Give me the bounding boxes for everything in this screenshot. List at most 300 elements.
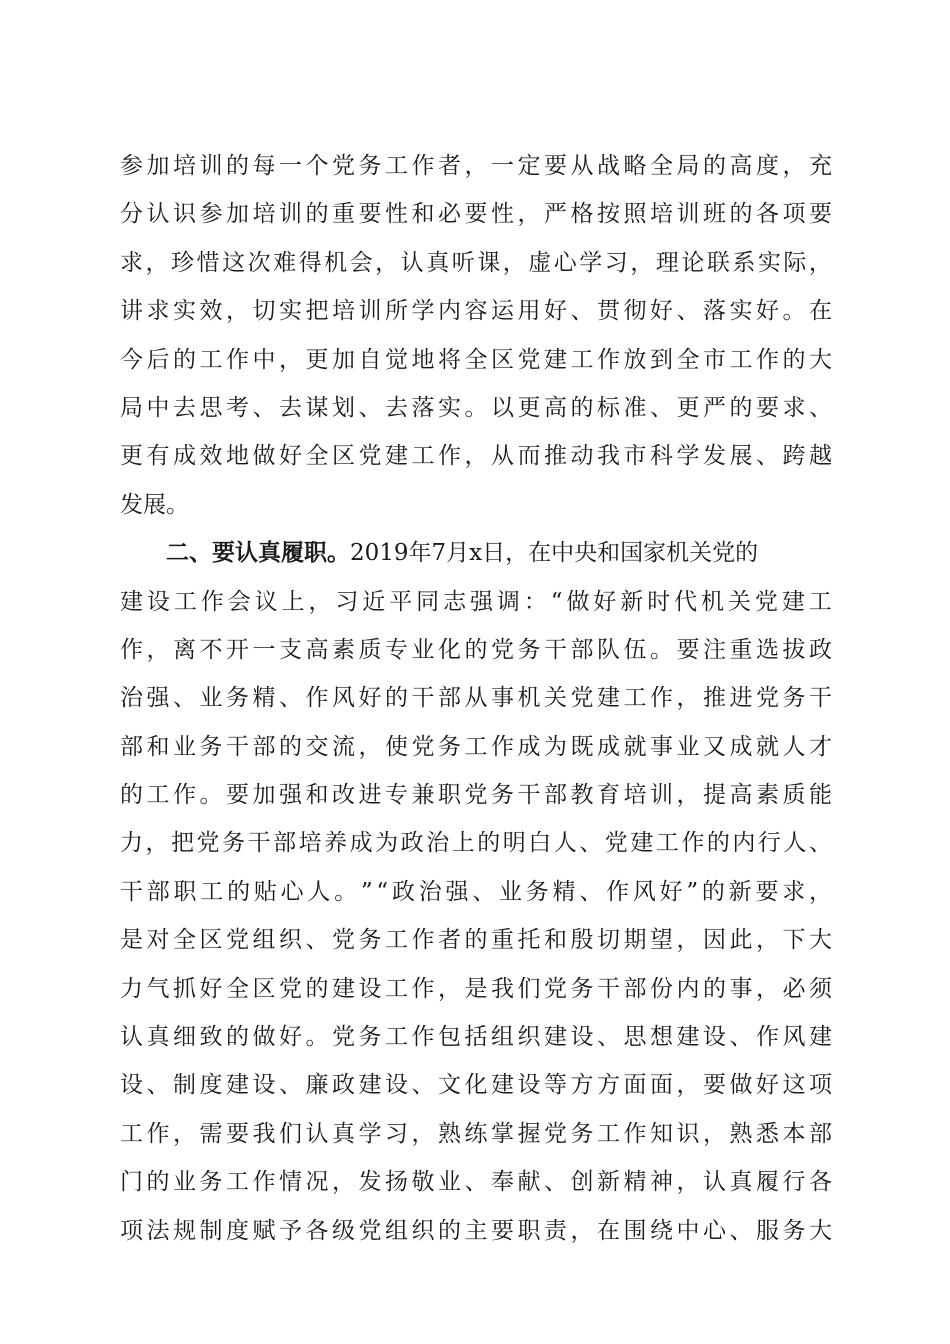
text-char: 严 [703,394,726,421]
text-char: 要 [755,878,779,905]
text-char: 作 [411,1024,435,1051]
text-char: 务 [199,1169,223,1196]
text-char: 期 [623,927,647,954]
text-char: 会 [349,249,373,276]
text-char: 责 [544,1217,567,1244]
text-char: 一 [491,153,514,179]
text-char: 。 [650,636,673,663]
text-char: 。 [305,1024,329,1051]
text-char: 工 [808,588,832,615]
text-char: 部 [120,733,143,760]
text-char: 献 [517,1169,541,1196]
text-char: 大 [809,346,832,373]
text-char: 部 [273,830,297,857]
text-char: 运 [491,298,514,325]
text-char: 这 [782,1072,806,1099]
text-char: 会 [227,588,251,615]
text-char: ， [146,636,170,663]
text-char: 伍 [623,636,647,663]
text-line [120,965,832,1013]
text-char: ， [173,1120,196,1147]
text-char: 好 [650,298,673,325]
text-char: 、 [173,685,196,712]
text-char: 赋 [252,1217,276,1244]
text-char: 作 [650,685,673,712]
text-char: 设 [358,975,382,1002]
text-char: 不 [199,636,223,663]
text-char: ， [332,1169,355,1196]
text-char: 要 [756,394,779,421]
text-char: 政 [332,1072,355,1099]
text-char: 致 [199,1024,223,1051]
text-char: 心 [553,249,577,276]
text-char: 发 [703,443,726,470]
text-char: 党 [754,588,778,615]
text-char: 部 [252,733,276,760]
text-char: 工 [464,733,488,760]
text-char: 务 [358,927,382,954]
text-char: 新 [620,588,644,615]
text-char: 注 [703,636,726,663]
text-char: 开 [226,636,249,663]
text-char: 作 [411,975,435,1002]
text-char: 际 [783,249,807,276]
text-char: 市 [703,346,726,373]
text-char: 法 [146,1217,170,1244]
text-char: 我 [491,975,514,1002]
text-char: 面 [650,1072,673,1099]
text-char: 中 [146,394,170,421]
text-char: 学 [358,1120,382,1147]
text-char: 效 [199,443,223,470]
text-char: 更 [120,443,143,470]
text-char: 事 [491,685,514,712]
text-char: 真 [729,1169,753,1196]
text-char: ” [686,878,699,905]
text-char: 殷 [570,927,594,954]
text-char: 服 [756,1217,779,1244]
text-char: 设 [703,1024,726,1051]
text-char: 奉 [491,1169,514,1196]
text-char: 上 [281,588,305,615]
text-char: 好 [756,1072,779,1099]
text-char: 以 [491,394,514,421]
text-char: 行 [757,830,781,857]
text-char: 略 [623,153,647,179]
text-char: 识 [676,1120,700,1147]
text-char: 区 [199,927,223,954]
text-char: 地 [226,443,249,470]
text-char: 教 [570,782,594,809]
text-char: 、 [464,1169,488,1196]
text-line [120,432,832,480]
text-char: 用 [517,298,541,325]
text-char: 干 [597,975,620,1002]
text-line [120,1207,832,1255]
text-char: 要 [226,1120,249,1147]
text-char: 、 [411,1072,435,1099]
text-char: 加 [252,782,276,809]
text-char: 实 [729,298,753,325]
text-char: 志 [443,588,467,615]
text-char: 真 [146,1024,170,1051]
text-char: 党 [358,1217,382,1244]
text-char: 和 [411,201,435,228]
text-char: 须 [809,975,832,1002]
text-char: 动 [570,443,594,470]
text-char: 推 [703,685,726,712]
text-char: 织 [411,1217,435,1244]
text-line [120,674,832,722]
text-char: 包 [438,1024,461,1051]
text-char: 得 [298,249,322,276]
text-char: 划 [332,394,355,421]
text-char: 级 [332,1217,355,1244]
text-char: 设 [146,588,170,615]
text-char: 支 [279,636,302,663]
text-char: 熟 [729,1120,753,1147]
text-char: 学 [676,443,700,470]
text-char: 推 [544,443,567,470]
text-char: 代 [674,588,698,615]
text-char: 进 [358,782,382,809]
text-char: 、 [279,685,302,712]
text-char: 织 [279,927,302,954]
text-char: 作 [491,733,514,760]
text-char: 培 [650,201,673,228]
text-char: 主 [464,1217,488,1244]
text-char: 专 [385,782,408,809]
text-char: ， [464,443,488,470]
text-char: 工 [623,685,647,712]
text-char: 区 [252,975,276,1002]
text-char: 建 [358,1072,382,1099]
text-char: 一 [279,153,302,179]
text-char: 掌 [491,1120,514,1147]
text-char: 好 [358,685,382,712]
text-char: 务 [782,685,806,712]
text-char: 要 [809,201,832,228]
text-char: 建 [491,1072,514,1099]
text-char: 全 [464,346,488,373]
text-char: 培 [173,153,196,179]
text-char: 绕 [650,1217,673,1244]
text-char: 全 [226,975,249,1002]
text-char: 、 [729,1217,753,1244]
text-line [120,287,832,335]
text-line [120,336,832,384]
text-char: 高 [544,394,567,421]
text-char: 的 [703,975,726,1002]
body-text [120,142,832,1255]
text-char: 必 [438,201,461,228]
text-char: 抓 [173,975,196,1002]
text-char: 干 [809,685,832,712]
text-char: 全 [173,927,196,954]
text-char: 围 [623,1217,647,1244]
section-heading-rest: 2019年7月x日，在中央和国家机关党的 [350,540,759,567]
text-char: 力 [120,830,143,857]
text-char: 交 [305,733,329,760]
text-char: 好 [279,443,302,470]
text-char: ， [358,733,382,760]
text-char: 使 [385,733,408,760]
text-char: 建 [120,588,143,615]
text-char: 干 [544,636,567,663]
text-char: ， [756,975,779,1002]
text-char: 全 [305,443,329,470]
text-char: ， [676,1072,700,1099]
text-char: 提 [703,782,726,809]
text-char: 培 [298,830,322,857]
text-char: 、 [729,1024,753,1051]
text-char: 、 [809,394,832,421]
text-char: 党 [196,830,220,857]
text-char: 高 [729,782,753,809]
text-char: 跨 [782,443,806,470]
text-char: 履 [756,1169,779,1196]
text-char: 党 [358,443,382,470]
text-char: 建 [544,1024,567,1051]
text-char: 流 [332,733,355,760]
text-char: 党 [279,975,302,1002]
text-char: 务 [491,782,514,809]
text-char: 更 [676,394,700,421]
text-char: 党 [332,153,355,179]
text-char: 工 [199,346,223,373]
text-char: 、 [650,394,673,421]
text-char: 党 [517,346,541,373]
text-char: 的 [226,153,249,179]
text-char: 要 [544,153,567,179]
text-char: 珍 [171,249,195,276]
text-char: 养 [324,830,348,857]
text-char: 关 [544,685,567,712]
text-char: 真 [426,249,450,276]
text-char: ， [676,782,700,809]
text-char: 的 [477,830,501,857]
text-char: 、 [146,1072,170,1099]
text-char: 好 [756,298,779,325]
text-char: 培 [252,201,276,228]
text-char: 工 [385,975,408,1002]
text-char: 重 [332,201,355,228]
text-char: ， [782,153,806,179]
text-char: 部 [544,782,567,809]
text-char: 课 [477,249,501,276]
text-char: 切 [597,927,620,954]
text-char: 的 [729,201,753,228]
text-char: 、 [756,443,779,470]
text-char: 党 [332,1024,355,1051]
text-char: 工 [597,1120,620,1147]
text-char: 、 [358,394,382,421]
text-char: 参 [199,201,223,228]
text-char: 设 [252,1072,276,1099]
text-char: 精 [552,878,576,905]
text-char: 此 [729,927,753,954]
text-char: 的 [570,394,594,421]
text-char: 理 [655,249,679,276]
text-char: 落 [703,298,726,325]
text-char: 我 [252,1120,276,1147]
text-char: 项 [809,1072,832,1099]
text-char: 风 [782,1024,806,1051]
text-char: 人 [307,878,331,905]
text-line [120,578,832,626]
text-char: 训 [199,153,223,179]
text-char: 认 [146,201,170,228]
text-char: 成 [729,733,753,760]
text-char: 等 [544,1072,567,1099]
text-char: 更 [517,394,541,421]
text-char: 精 [623,1169,647,1196]
text-line [120,916,832,964]
text-char: 内 [676,975,700,1002]
text-char: 高 [305,636,329,663]
text-char: 务 [517,636,541,663]
text-char: ， [375,249,399,276]
text-char: 的 [146,1169,170,1196]
text-char: 想 [650,1024,673,1051]
text-char: 业 [499,878,523,905]
text-char: 、 [808,830,832,857]
text-char: 到 [650,346,673,373]
text-char: 新 [597,1169,620,1196]
text-char: 组 [491,1024,514,1051]
text-char: 下 [782,927,806,954]
text-char: 后 [146,346,170,373]
text-char: 务 [358,153,382,179]
text-char: 部 [438,685,461,712]
text-char: 予 [279,1217,302,1244]
text-char: 彻 [623,298,647,325]
text-char: 一 [252,636,276,663]
text-char: 气 [146,975,170,1002]
text-char: 务 [199,733,223,760]
text-char: 培 [332,298,355,325]
text-line [120,868,832,916]
text-char: 组 [252,927,276,954]
text-char: 定 [517,153,541,179]
text-char: 充 [809,153,832,179]
text-char: “ [550,588,563,615]
text-line [120,1013,832,1061]
text-char: 各 [756,201,779,228]
text-char: 考 [226,394,249,421]
text-char: 又 [703,733,726,760]
text-char: 务 [222,830,246,857]
text-char: 白 [528,830,552,857]
text-char: 训 [358,298,382,325]
text-char: 听 [451,249,475,276]
text-char: 习 [335,588,359,615]
text-char: 建 [809,1024,832,1051]
text-char: 干 [120,878,143,905]
text-char: 工 [655,830,679,857]
text-char: 织 [517,1024,541,1051]
text-char: 对 [146,927,170,954]
text-char: 进 [729,685,753,712]
text-char: 作 [305,685,329,712]
text-char: 行 [782,1169,806,1196]
text-char: 党 [756,685,779,712]
text-char: ， [464,153,488,179]
text-char: 认 [703,1169,726,1196]
text-char: 专 [385,636,408,663]
text-char: 求 [120,249,143,276]
text-line [120,239,832,287]
text-char: 做 [252,443,276,470]
text-char: 党 [226,927,249,954]
text-char: 育 [597,782,620,809]
text-char: 议 [254,588,278,615]
text-char: 才 [809,733,832,760]
text-char: 和 [544,927,567,954]
text-char: 建 [676,1024,700,1051]
text-char: 者 [438,927,461,954]
text-char: 是 [464,975,488,1002]
text-char: 讲 [120,298,143,325]
text-char: 好 [593,588,617,615]
text-char: 作 [200,588,224,615]
text-char: 创 [570,1169,594,1196]
text-char: 知 [650,1120,673,1147]
text-char: 度 [756,153,779,179]
text-char: 成 [597,733,620,760]
text-char: 业 [173,733,196,760]
text-char: 要 [491,1217,514,1244]
text-char: 的 [305,201,329,228]
text-char: 务 [358,1024,382,1051]
text-char: 托 [517,927,541,954]
text-char: 每 [252,153,276,179]
text-char: 需 [199,1120,223,1147]
text-char: 细 [173,1024,196,1051]
text-line [120,1110,832,1158]
text-char: 标 [597,394,620,421]
text-char: 选 [756,636,779,663]
text-char: 效 [199,298,223,325]
text-char: 职 [517,1217,541,1244]
text-char: ， [502,249,526,276]
text-char: 去 [385,394,408,421]
text-char: 素 [756,782,779,809]
text-char: 各 [305,1217,329,1244]
text-char: 们 [279,1120,302,1147]
text-char: 方 [570,1072,594,1099]
text-char: 而 [517,443,541,470]
text-char: 机 [701,588,725,615]
text-char: 风 [332,685,355,712]
text-char: 的 [226,1024,249,1051]
text-char: 作 [597,346,620,373]
text-char: 党 [491,636,514,663]
text-char: 干 [247,830,271,857]
text-char: 训 [279,201,302,228]
text-char: 工 [411,443,435,470]
text-char: 要 [676,636,700,663]
text-char: ， [808,878,832,905]
text-char: 求 [782,394,806,421]
text-char: 实 [757,249,781,276]
text-char: 个 [305,153,329,179]
text-char: 人 [782,733,806,760]
text-char: 高 [729,153,753,179]
text-char: 本 [782,1120,806,1147]
text-char: 的 [438,1217,461,1244]
text-char: 照 [623,201,647,228]
